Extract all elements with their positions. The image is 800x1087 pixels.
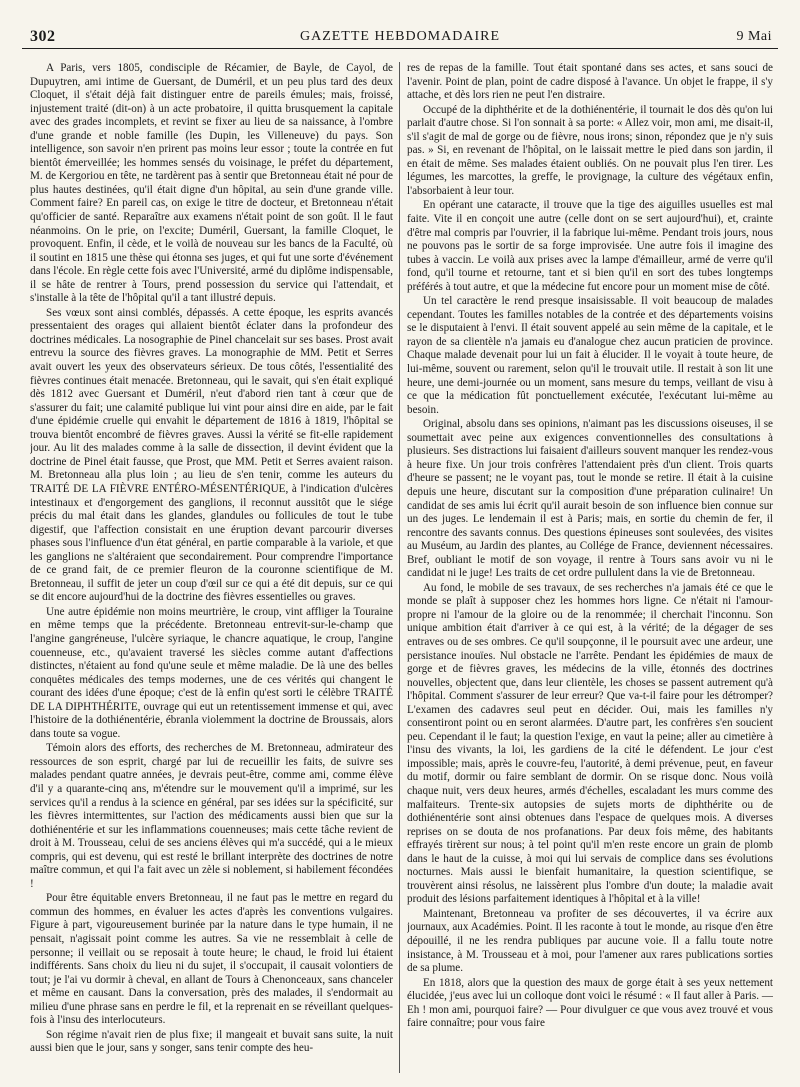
column-divider: [399, 62, 400, 1073]
paragraph: Son régime n'avait rien de plus fixe; il mangeait et buvait sans suite, la nuit aussi bien que le jour, sans y songer, sans tenir compte des heu-: [30, 1028, 393, 1055]
paragraph: Occupé de la diphthérite et de la dothiénentérie, il tournait le dos dès qu'on lui parlait d'autre chose. Si l'on sonnait à sa porte: « Allez voir, mon ami, me disait-il, s'il s'agit de mal de gorge ou de fièvre, nous irons; sinon, répondez que je n'y suis pas. » Si, en revenant de l'hôpital, on le laissait mettre le pied dans son jardin, il en était de même. Ses malades étaient oubliés. On ne pouvait plus l'en tirer. Les légumes, les marcottes, la greffe, le provignage, la culture des végétaux enfin, l'absorbaient à leur tour.: [407, 103, 773, 197]
paragraph: Original, absolu dans ses opinions, n'aimant pas les discussions oiseuses, il se soumettait avec peine aux exigences conventionnelles des consultations à plusieurs. Ses distractions lui faisaient d'ailleurs souvent manquer les rendez-vous à heure fixe. Un jour trois confrères l'attendaient près d'un client. Trois quarts d'heure se passent; ne le voyant pas, tout le monde se retire. Il était à la cuisine depuis une heure, discutant sur la composition d'une préparation culinaire! Un candidat de ses amis lui écrit qu'il aurait besoin de son influence bien connue sur un des juges. Le lendemain il est à Paris; mais, en sortie du chemin de fer, il rencontre des savants connus. Des questions épineuses sont soulevées, des visites au Muséum, au Jardin des plantes, au Collége de France, deviennent nécessaires. Bref, oubliant le motif de son voyage, il rentre à Tours sans avoir vu ni le candidat ni le juge! Les traits de cet ordre pullulent dans la vie de Bretonneau.: [407, 418, 773, 580]
right-column: [407, 62, 773, 1077]
paragraph: Au fond, le mobile de ses travaux, de ses recherches n'a jamais été ce que le monde se plaît à supposer chez les hommes hors ligne. Ce n'était ni l'amour-propre ni l'amour de la gloire ou de la renommée; il cherchait l'inconnu. Son unique ambition était d'arriver à ce qui est, à la vérité; de la dégager de ses entraves ou de ses ombres. Ce qu'il soupçonne, il le poursuit avec une ardeur, une persistance inouïes. Nul obstacle ne l'arrête. Pendant les épidémies de maux de gorge et de fièvres graves, les médecins de la ville, étonnés des doctrines nouvelles, objectent que, dans leur clientèle, les choses se passent autrement qu'à l'hôpital. Comment s'assurer de leur erreur? Que va-t-il faire pour les détromper? L'examen des cadavres seul peut en décider. Oui, mais les familles n'y consentiront point ou en seront alarmées. D'autre part, les confrères s'en soucient peu. Cependant il le faut; la question l'exige, en vaut la peine; aller au cimetière à l'insu des vivants, la loi, les gardiens de la cité le défendent. Le jour c'est impossible; mais, après le couvre-feu, l'autorité, à demi prévenue, peut, en faveur du motif, dormir ou faire semblant de dormir. On se risque donc. Nous voilà chaque nuit, vers deux heures, armés d'échelles, escaladant les murs comme des malfaiteurs. Trente-six autopsies de sujets morts de diphthérite ou de dothiénentérie sont ainsi obtenues dans l'espace de quelques mois. A diverses reprises on se douta de nos profanations. Par deux fois même, des habitants effrayés tirèrent sur nous; à tel point qu'il m'en reste encore un grain de plomb dans le haut de la cuisse, à moi qui lui servais de complice dans ses évolutions nocturnes. Mais aussi le bienfait humanitaire, la question scientifique, se trouvèrent ainsi résolus, ne laissèrent plus l'ombre d'un doute; la maladie avait produit des lésions parfaitement identiques à l'hôpital et à la ville!: [407, 581, 773, 906]
issue-date: 9 Mai: [736, 29, 772, 44]
page-header: [22, 26, 778, 49]
paragraph: Maintenant, Bretonneau va profiter de ses découvertes, il va écrire aux journaux, aux Académies. Point. Il les raconte à tout le monde, au risque d'en être dépouillé, il ne les rendra publiques par aucune voie. Il a fallu toute notre insistance, à M. Trousseau et à moi, pour l'amener aux rares publications sorties de sa plume.: [407, 907, 773, 975]
publication-title: GAZETTE HEBDOMADAIRE: [299, 29, 501, 44]
paragraph: En 1818, alors que la question des maux de gorge était à ses yeux nettement élucidée, j'eus avec lui un colloque dont voici le résumé : « Il faut aller à Paris. — Eh ! mon ami, pourquoi faire? — Pour divulguer ce que vous avez trouvé et vous faire connaître; pour vous faire: [407, 976, 773, 1030]
paragraph: Un tel caractère le rend presque insaisissable. Il voit beaucoup de malades cependant. Toutes les familles notables de la contrée et des départements voisins se le disputaient à l'envi. Il était souvent appelé au sein même de la capitale, et le rayon de sa clientèle n'a jamais eu d'analogue chez aucun praticien de province. Chaque malade devenait pour lui un fait à élucider. Il le voyait à toute heure, de lui-même, souvent ou rarement, selon qu'il le trouvait utile. Il restait à son lit une heure, une demi-journée ou un moment, sans mesure du temps, veillant de visu à ce que la médication fût ponctuellement exécutée, l'exécutant lui-même au besoin.: [407, 295, 773, 416]
page-number: 302: [30, 28, 56, 45]
paragraph: Une autre épidémie non moins meurtrière, le croup, vint affliger la Touraine en même temps que la précédente. Bretonneau entrevit-sur-le-champ que l'angine gangréneuse, l'ulcère syriaque, le chancre aquatique, le croup, l'angine couenneuse, etc., qu'avaient traversé les siècles comme autant d'affections distinctes, n'étaient au fond qu'une seule et même maladie. De là une des belles conquêtes médicales des temps modernes, une de ces vérités qui changent le courant des idées d'une époque; c'est de là enfin qu'est sorti le célèbre TRAITÉ DE LA DIPHTHÉRITE, ouvrage qui eut un retentissement immense et qui, avec l'histoire de la dothiénentérie, ébranla violemment la doctrine de Broussais, alors dans toute sa vogue.: [30, 605, 393, 740]
paragraph: A Paris, vers 1805, condisciple de Récamier, de Bayle, de Cayol, de Dupuytren, ami intime de Guersant, de Duméril, et un peu plus tard des deux Cloquet, il s'était déjà fait distinguer entre de pareils émules; mais, froissé, injustement traité (dit-on) à un acte probatoire, il quitta brusquement la capitale avec des grades incomplets, et revint se fixer au lieu de sa naissance, à l'ombre d'une grande et noble famille (les Dupin, les Villeneuve) du pays. Son intelligence, son savoir n'en prirent pas moins leur essor ; toute la contrée en fut bientôt émerveillée; les hommes sensés du voisinage, le préfet du département, M. de Kergoriou en tête, ne tardèrent pas à sentir que Bretonneau était né pour de plus hautes destinées, qu'il était digne d'un hôpital, au sein d'une grande ville. Comment faire? En pareil cas, on exige le titre de docteur, et Bretonneau n'était qu'officier de santé. Reparaître aux examens n'était point de son goût. Il le faut néanmoins. On le prie, on l'excite; Duméril, Guersant, la famille Cloquet, le provoquent. Enfin, il cède, et le voilà de nouveau sur les bancs de la Faculté, où il soutint en 1815 une thèse qui étonna ses juges, et qui fut une sorte d'événement dans l'école. En règle cette fois avec l'Université, armé du diplôme indispensable, il se hâte de rentrer à Tours, prend possession du service qui l'attendait, et s'installe à la tête de l'hôpital qu'il a tant illustré depuis.: [30, 62, 393, 305]
paragraph: res de repas de la famille. Tout était spontané dans ses actes, et sans souci de l'avenir. Point de plan, point de cadre disposé à l'avance. Un objet le frappe, il s'y attache, et dès lors rien ne peut l'en distraire.: [407, 62, 773, 102]
paragraph: En opérant une cataracte, il trouve que la tige des aiguilles usuelles est mal faite. Vite il en conçoit une autre (celle dont on se sert aujourd'hui), et, crainte d'être mal compris par l'ouvrier, il la fabrique lui-même. Pendant trois jours, nous ne pouvons pas le sortir de sa forge improvisée. Une autre fois il imagine des tubes à vaccin. Le voilà aux prises avec la lampe d'émailleur, armé de verre qu'il fond, qu'il tourne et retourne, tant et si bien qu'il en sort des tubes longtemps préférés à tout autre, et que la médecine fut encore pour un moment mise de côté.: [407, 199, 773, 293]
left-column: [30, 62, 393, 1077]
paragraph: Ses vœux sont ainsi comblés, dépassés. A cette époque, les esprits avancés pressentaient des orages qui allaient bientôt éclater dans la profondeur des doctrines médicales. La nosographie de Pinel chancelait sur ses bases. Prost avait entrevu la source des fièvres graves. La monographie de MM. Petit et Serres avait ouvert les yeux des observateurs sérieux. De tous côtés, l'essentialité des fièvres continues était menacée. Bretonneau, qui le savait, qui s'en était expliqué dès 1812 avec Guersant et Duméril, n'eut d'abord rien tant à cœur que de s'assurer du fait; une calamité publique lui vint pour ainsi dire en aide, par le fait d'une épidémie cruelle qui envahit le département de 1816 à 1819, l'hôpital se trouva bientôt encombré de fièvres graves. Aussi la vérité se fit-elle rapidement jour. Au lit des malades comme à la salle de dissection, il devint évident que la doctrine de Pinel était fausse, que Prost, que MM. Petit et Serres avaient raison. M. Bretonneau alla plus loin ; au lieu de s'en tenir, comme les auteurs du TRAITÉ DE LA FIÈVRE ENTÉRO-MÉSENTÉRIQUE, à l'indication d'ulcères intestinaux et d'engorgement des ganglions, il reconnut aussitôt que le siége précis du mal était dans les glandes, glandules ou follicules de tout le tube digestif, que l'affection consistait en une éruption devant parcourir diverses phases sous l'influence d'un état général, en partie comparable à la variole, et que les ganglions ne s'altéraient que secondairement. Pour comprendre l'importance de ce grand fait, de ce premier fleuron de la couronne scientifique de M. Bretonneau, il suffit de jeter un coup d'œil sur ce qui a été dit depuis, sur ce qui se dit encore aujourd'hui de la doctrine des fièvres essentielles ou graves.: [30, 306, 393, 604]
paragraph: Pour être équitable envers Bretonneau, il ne faut pas le mettre en regard du commun des hommes, en évaluer les actes d'après les conventions vulgaires. Figure à part, vigoureusement burinée par la nature dans le type humain, il ne pensait, n'agissait point comme les autres. Sa vie ne ressemblait à celle de personne; il veillait ou se reposait à toute heure; le chaud, le froid lui étaient indifférents. Sans choix du lieu ni du sujet, il s'occupait, il causait volontiers de tout; je l'ai vu dormir à cheval, en allant de Tours à Chenonceaux, sans chanceler et même en causant. Dans la conversation, près des malades, il s'endormait au milieu d'une phrase sans en perdre le fil, et la reprenait en se réveillant quelques-fois à l'insu des interlocuteurs.: [30, 892, 393, 1027]
paragraph: Témoin alors des efforts, des recherches de M. Bretonneau, admirateur des ressources de son esprit, chargé par lui de recueillir les faits, de suivre ses malades pendant quatre années, je devrais peut-être, comme ami, comme élève d'il y a quarante-cinq ans, m'étendre sur le mouvement qu'il a imprimé, sur les services qu'il a rendus à la science en général, par ses idées sur la spécificité, sur les fièvres intermittentes, sur l'action des médicaments aussi bien que sur la dothiénentérie et sur les inflammations couenneuses; mais cette tâche revient de droit à M. Trousseau, celui de ses anciens élèves qui m'a succédé, qui a le mieux compris, qui est devenu, qui est resté le brillant interprète des doctrines de notre maître commun, et qui l'a fait avec un zèle si noblement, si habilement fécondées !: [30, 742, 393, 890]
